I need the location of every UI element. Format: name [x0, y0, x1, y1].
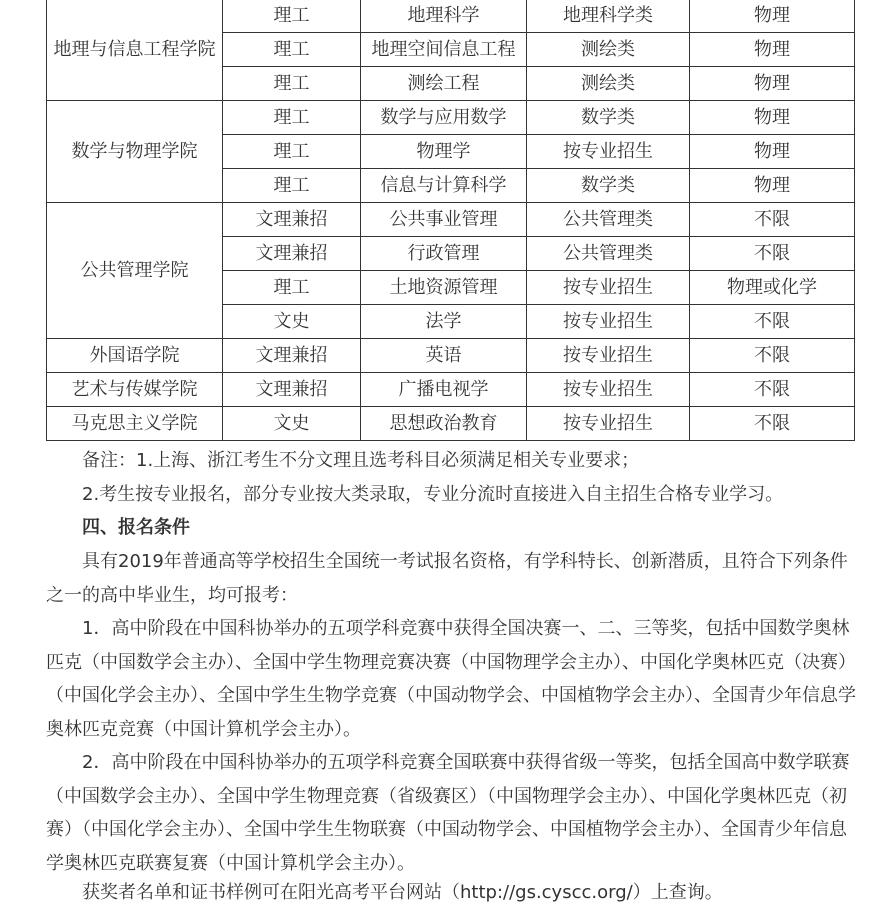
major-cell: 行政管理: [361, 237, 527, 271]
type-cell: 文史: [223, 305, 361, 339]
college-cell: 公共管理学院: [47, 203, 223, 339]
subject-cell: 不限: [690, 339, 855, 373]
college-cell: 马克思主义学院: [47, 407, 223, 441]
major-cell: 广播电视学: [361, 373, 527, 407]
subject-cell: 不限: [690, 237, 855, 271]
college-cell: 数学与物理学院: [47, 101, 223, 203]
type-cell: 理工: [223, 169, 361, 203]
intro-paragraph: 具有2019年普通高等学校招生全国统一考试报名资格，有学科特长、创新潜质，且符合下列条件之一的高中毕业生，均可报考：: [46, 551, 848, 606]
subject-cell: 物理: [690, 0, 855, 33]
college-cell: 外国语学院: [47, 339, 223, 373]
major-cell: 公共事业管理: [361, 203, 527, 237]
category-cell: 数学类: [527, 101, 690, 135]
section-heading: 四、报名条件: [82, 517, 190, 538]
majors-table: [46, 0, 855, 441]
major-cell: 信息与计算科学: [361, 169, 527, 203]
college-cell: 地理与信息工程学院: [47, 0, 223, 101]
type-cell: 理工: [223, 135, 361, 169]
category-cell: 公共管理类: [527, 203, 690, 237]
type-cell: 文史: [223, 407, 361, 441]
type-cell: 理工: [223, 101, 361, 135]
subject-cell: 物理: [690, 101, 855, 135]
category-cell: 按专业招生: [527, 407, 690, 441]
table-row: [47, 339, 855, 373]
category-cell: 按专业招生: [527, 339, 690, 373]
table-row: [47, 373, 855, 407]
category-cell: 公共管理类: [527, 237, 690, 271]
category-cell: 按专业招生: [527, 305, 690, 339]
major-cell: 地理空间信息工程: [361, 33, 527, 67]
major-cell: 数学与应用数学: [361, 101, 527, 135]
majors-table-body: [47, 0, 855, 441]
subject-cell: 不限: [690, 373, 855, 407]
subject-cell: 物理或化学: [690, 271, 855, 305]
lookup-paragraph: 获奖者名单和证书样例可在阳光高考平台网站（http://gs.cyscc.org/）上查询。: [82, 882, 723, 903]
major-cell: 英语: [361, 339, 527, 373]
category-cell: 数学类: [527, 169, 690, 203]
type-cell: 文理兼招: [223, 203, 361, 237]
major-cell: 法学: [361, 305, 527, 339]
condition-item-2: 2．高中阶段在中国科协举办的五项学科竞赛全国联赛中获得省级一等奖，包括全国高中数学联赛（中国数学会主办）、全国中学生物理竞赛（省级赛区）（中国物理学会主办）、中国化学奥林匹克（初赛）（中国化学会主办）、全国中学生生物联赛（中国动物学会、中国植物学会主办）、全国青少年信息学奥林匹克联赛复赛（中国计算机学会主办）。: [46, 752, 850, 874]
category-cell: 测绘类: [527, 33, 690, 67]
major-cell: 思想政治教育: [361, 407, 527, 441]
type-cell: 理工: [223, 0, 361, 33]
condition-item-1: 1．高中阶段在中国科协举办的五项学科竞赛中获得全国决赛一、二、三等奖，包括中国数学奥林匹克（中国数学会主办）、全国中学生物理竞赛决赛（中国物理学会主办）、中国化学奥林匹克（决赛）（中国化学会主办）、全国中学生生物学竞赛（中国动物学会、中国植物学会主办）、全国青少年信息学奥林匹克竞赛（中国计算机学会主办）。: [46, 618, 856, 740]
major-cell: 测绘工程: [361, 67, 527, 101]
category-cell: 测绘类: [527, 67, 690, 101]
category-cell: 地理科学类: [527, 0, 690, 33]
note-2: 2.考生按专业报名，部分专业按大类录取，专业分流时直接进入自主招生合格专业学习。: [82, 484, 784, 505]
subject-cell: 不限: [690, 203, 855, 237]
major-cell: 土地资源管理: [361, 271, 527, 305]
subject-cell: 不限: [690, 407, 855, 441]
table-row: [47, 203, 855, 237]
type-cell: 文理兼招: [223, 237, 361, 271]
type-cell: 理工: [223, 67, 361, 101]
subject-cell: 物理: [690, 135, 855, 169]
subject-cell: 物理: [690, 33, 855, 67]
category-cell: 按专业招生: [527, 271, 690, 305]
category-cell: 按专业招生: [527, 373, 690, 407]
subject-cell: 物理: [690, 169, 855, 203]
type-cell: 理工: [223, 33, 361, 67]
subject-cell: 不限: [690, 305, 855, 339]
note-1: 备注：1.上海、浙江考生不分文理且选考科目必须满足相关专业要求；: [82, 450, 640, 471]
major-cell: 地理科学: [361, 0, 527, 33]
major-cell: 物理学: [361, 135, 527, 169]
category-cell: 按专业招生: [527, 135, 690, 169]
table-row: [47, 101, 855, 135]
type-cell: 理工: [223, 271, 361, 305]
type-cell: 文理兼招: [223, 339, 361, 373]
table-row: [47, 0, 855, 33]
table-row: [47, 407, 855, 441]
type-cell: 文理兼招: [223, 373, 361, 407]
college-cell: 艺术与传媒学院: [47, 373, 223, 407]
subject-cell: 物理: [690, 67, 855, 101]
